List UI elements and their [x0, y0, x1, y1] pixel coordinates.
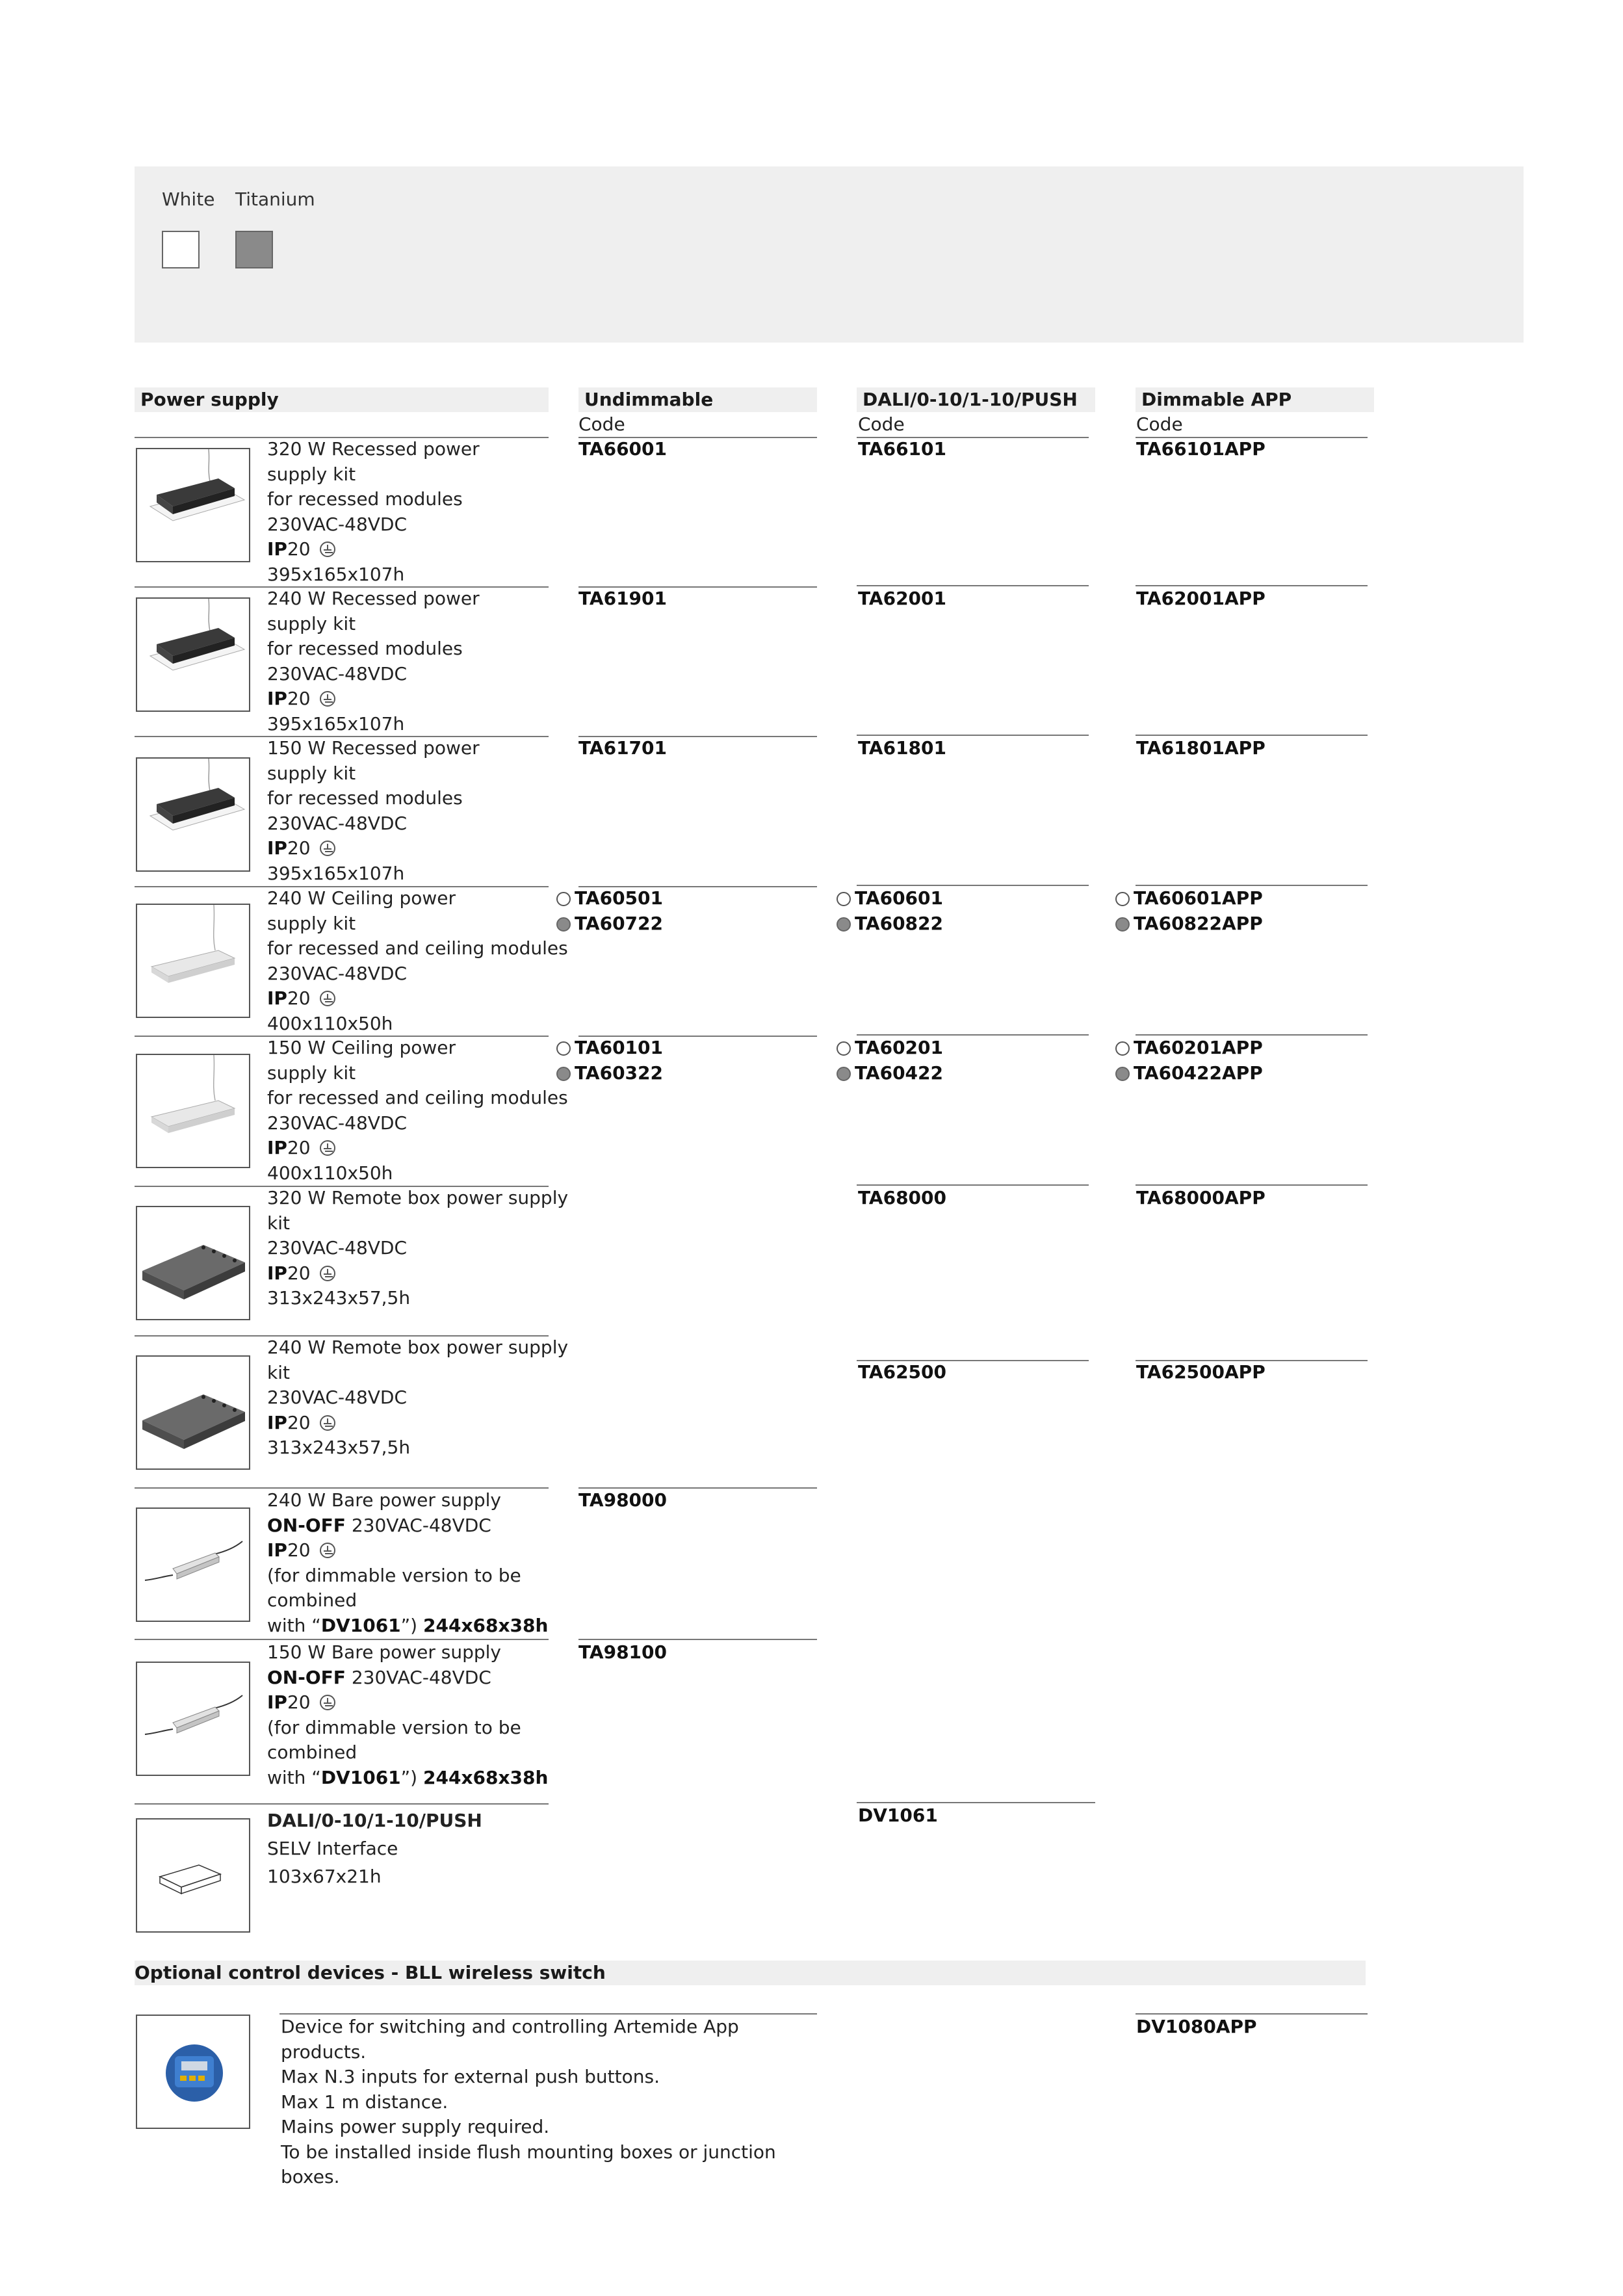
product-title: 240 W Recessed power — [267, 588, 480, 609]
selv-interface-image — [136, 1818, 250, 1933]
app-code: TA68000APP — [1136, 1187, 1266, 1208]
recessed-kit-image — [136, 597, 250, 712]
product-dimensions: 395x165x107h — [267, 563, 405, 585]
earth-icon — [320, 1140, 335, 1156]
titanium-finish-dot — [556, 917, 571, 932]
dali-codes — [837, 886, 943, 936]
product-title: 320 W Recessed power — [267, 438, 480, 460]
dali-header: DALI/0-10/1-10/PUSH — [857, 387, 1095, 412]
product-title: supply kit — [267, 463, 356, 485]
product-usage: for recessed and ceiling modules — [267, 937, 568, 959]
product-dimensions: 395x165x107h — [267, 862, 405, 884]
ceiling-kit-image — [136, 1054, 250, 1168]
undimmable-code-white: TA60101 — [575, 1037, 664, 1058]
earth-icon — [320, 1543, 335, 1558]
dali-code-white: TA60201 — [855, 1037, 944, 1058]
product-dimensions: 313x243x57,5h — [267, 1437, 411, 1458]
product-usage: for recessed modules — [267, 488, 463, 510]
white-finish-dot — [837, 1041, 851, 1056]
optional-devices-header: Optional control devices - BLL wireless switch — [135, 1961, 1366, 1985]
product-title: DALI/0-10/1-10/PUSH — [267, 1810, 482, 1831]
product-title: supply kit — [267, 612, 356, 634]
app-code-titanium: TA60822APP — [1134, 912, 1263, 934]
product-dimensions: 103x67x21h — [267, 1866, 382, 1887]
titanium-finish-dot — [1115, 1067, 1130, 1081]
recessed-kit-image — [136, 757, 250, 872]
product-title: supply kit — [267, 912, 356, 934]
earth-icon — [320, 1266, 335, 1281]
app-code-white: TA60601APP — [1134, 887, 1263, 909]
product-dimensions: 400x110x50h — [267, 1012, 393, 1034]
product-dimensions: 400x110x50h — [267, 1162, 393, 1184]
product-subtitle: SELV Interface — [267, 1838, 398, 1859]
finish-white-swatch — [162, 231, 200, 268]
titanium-finish-dot — [1115, 917, 1130, 932]
ip-rating: IP20 — [267, 1411, 573, 1436]
app-code: DV1080APP — [1136, 2016, 1257, 2037]
bare-power-supply-image — [136, 1662, 250, 1776]
undimmable-code-label: Code — [578, 413, 625, 435]
ip-rating: IP20 — [267, 537, 573, 562]
undimmable-code-titanium: TA60722 — [575, 912, 664, 934]
finish-white-label: White — [162, 189, 215, 210]
finish-titanium-label: Titanium — [235, 189, 315, 210]
product-note-dimensions: with “DV1061”) 244x68x38h — [267, 1766, 549, 1788]
product-description — [267, 1335, 573, 1461]
product-dimensions: 395x165x107h — [267, 712, 405, 735]
product-title: 150 W Recessed power — [267, 737, 480, 759]
undimmable-code-white: TA60501 — [575, 887, 664, 909]
titanium-finish-dot — [556, 1067, 571, 1081]
description-line: Device for switching and controlling Artemide App products. — [281, 2016, 739, 2063]
optional-device-description — [281, 2015, 814, 2190]
description-line: Max 1 m distance. — [281, 2091, 448, 2113]
product-title: supply kit — [267, 1062, 356, 1084]
product-note: (for dimmable version to be combined — [267, 1564, 521, 1611]
titanium-finish-dot — [837, 1067, 851, 1081]
product-description — [267, 1640, 592, 1790]
ip-rating: IP20 — [267, 1261, 573, 1286]
white-finish-dot — [556, 892, 571, 906]
app-code: TA66101APP — [1136, 438, 1266, 460]
remote-box-image — [136, 1355, 250, 1470]
product-usage: for recessed and ceiling modules — [267, 1087, 568, 1108]
undimmable-code: TA98000 — [578, 1489, 668, 1511]
finish-titanium-swatch — [235, 231, 273, 268]
product-title: 150 W Bare power supply — [267, 1641, 501, 1663]
app-code-label: Code — [1136, 413, 1183, 435]
product-description — [267, 1488, 592, 1638]
dali-code: DV1061 — [858, 1805, 938, 1826]
product-description — [267, 1807, 573, 1890]
product-description — [267, 437, 573, 587]
product-switching: ON-OFF 230VAC-48VDC — [267, 1514, 491, 1536]
power-supply-header: Power supply — [135, 387, 549, 412]
dali-code-titanium: TA60822 — [855, 912, 944, 934]
dali-code: TA66101 — [858, 438, 947, 460]
description-line: Max N.3 inputs for external push buttons. — [281, 2066, 660, 2087]
undimmable-code: TA61701 — [578, 737, 668, 759]
dali-code: TA62001 — [858, 588, 947, 609]
product-voltage: 230VAC-48VDC — [267, 513, 408, 535]
product-switching: ON-OFF 230VAC-48VDC — [267, 1666, 491, 1688]
ip-rating: IP20 — [267, 1136, 573, 1161]
description-line: To be installed inside flush mounting boxes or junction boxes. — [281, 2141, 776, 2187]
ip-rating: IP20 — [267, 1538, 592, 1563]
white-finish-dot — [556, 1041, 571, 1056]
wireless-switch-image — [136, 2015, 250, 2129]
dali-code-white: TA60601 — [855, 887, 944, 909]
recessed-kit-image — [136, 448, 250, 562]
dali-code: TA68000 — [858, 1187, 947, 1208]
undimmable-code: TA66001 — [578, 438, 668, 460]
product-usage: for recessed modules — [267, 638, 463, 659]
product-title: 150 W Ceiling power — [267, 1037, 456, 1058]
app-code-white: TA60201APP — [1134, 1037, 1263, 1058]
ceiling-kit-image — [136, 904, 250, 1018]
product-dimensions: 313x243x57,5h — [267, 1287, 411, 1309]
product-title: kit — [267, 1361, 290, 1383]
ip-rating: IP20 — [267, 686, 573, 712]
app-code: TA61801APP — [1136, 737, 1266, 759]
undimmable-codes — [556, 1036, 663, 1086]
dali-code: TA61801 — [858, 737, 947, 759]
white-finish-dot — [837, 892, 851, 906]
finish-panel — [135, 166, 1524, 343]
dali-code: TA62500 — [858, 1361, 947, 1383]
earth-icon — [320, 541, 335, 557]
ip-rating: IP20 — [267, 836, 573, 861]
dali-codes — [837, 1036, 943, 1086]
earth-icon — [320, 1415, 335, 1431]
white-finish-dot — [1115, 1041, 1130, 1056]
product-voltage: 230VAC-48VDC — [267, 1112, 408, 1134]
product-voltage: 230VAC-48VDC — [267, 662, 408, 685]
earth-icon — [320, 1695, 335, 1710]
product-voltage: 230VAC-48VDC — [267, 1387, 408, 1408]
app-code: TA62001APP — [1136, 588, 1266, 609]
app-codes — [1115, 886, 1263, 936]
app-header: Dimmable APP — [1136, 387, 1374, 412]
earth-icon — [320, 691, 335, 707]
product-voltage: 230VAC-48VDC — [267, 962, 408, 984]
product-description — [267, 1036, 573, 1186]
earth-icon — [320, 841, 335, 856]
product-title: 320 W Remote box power supply — [267, 1187, 569, 1208]
app-code-titanium: TA60422APP — [1134, 1062, 1263, 1084]
product-title: kit — [267, 1212, 290, 1234]
dali-code-label: Code — [858, 413, 905, 435]
app-codes — [1115, 1036, 1263, 1086]
earth-icon — [320, 991, 335, 1006]
product-title: 240 W Ceiling power — [267, 887, 456, 909]
product-title: 240 W Bare power supply — [267, 1489, 501, 1511]
dali-code-titanium: TA60422 — [855, 1062, 944, 1084]
product-note-dimensions: with “DV1061”) 244x68x38h — [267, 1614, 549, 1636]
product-note: (for dimmable version to be combined — [267, 1716, 521, 1763]
product-voltage: 230VAC-48VDC — [267, 1237, 408, 1259]
undimmable-header: Undimmable — [578, 387, 817, 412]
product-description — [267, 736, 573, 886]
bare-power-supply-image — [136, 1507, 250, 1622]
undimmable-code-titanium: TA60322 — [575, 1062, 664, 1084]
product-title: 240 W Remote box power supply — [267, 1337, 569, 1358]
product-voltage: 230VAC-48VDC — [267, 812, 408, 834]
ip-rating: IP20 — [267, 986, 573, 1011]
undimmable-codes — [556, 886, 663, 936]
remote-box-image — [136, 1206, 250, 1320]
white-finish-dot — [1115, 892, 1130, 906]
product-description — [267, 1186, 573, 1311]
ip-rating: IP20 — [267, 1690, 592, 1715]
product-description — [267, 886, 573, 1036]
product-description — [267, 586, 573, 737]
row-divider — [135, 1803, 549, 1805]
description-line: Mains power supply required. — [281, 2116, 550, 2137]
product-title: supply kit — [267, 762, 356, 784]
app-code: TA62500APP — [1136, 1361, 1266, 1383]
titanium-finish-dot — [837, 917, 851, 932]
product-usage: for recessed modules — [267, 787, 463, 809]
undimmable-code: TA98100 — [578, 1641, 668, 1663]
undimmable-code: TA61901 — [578, 588, 668, 609]
